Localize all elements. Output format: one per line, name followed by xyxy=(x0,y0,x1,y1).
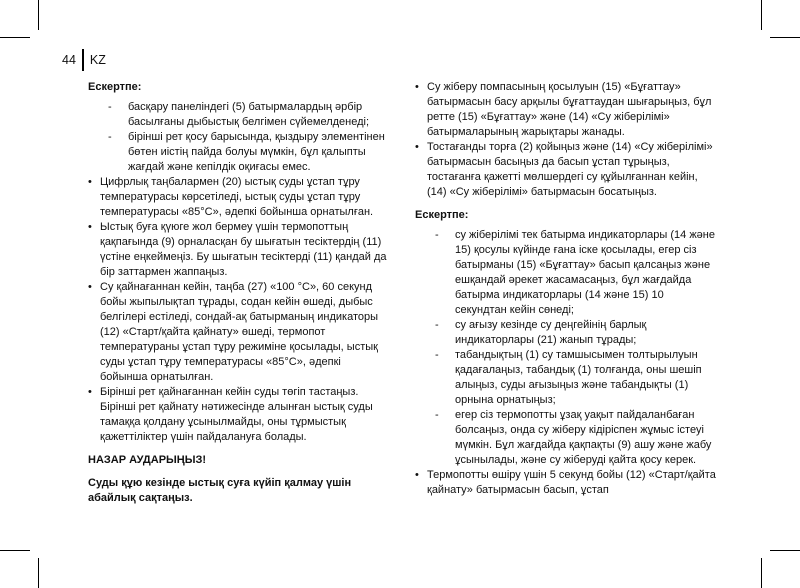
list-item: • Су жіберу помпасының қосылуын (15) «Бұғаттау» батырмасын басу арқылы бұғаттаудан шығарыңыз, бұл ретте (15) «Бұғаттау» және (14) «Су жіберілімі» батырмаларының жарықтары жанады. xyxy=(415,80,718,140)
crop-mark xyxy=(0,550,30,551)
bullet-list xyxy=(415,80,718,200)
left-column xyxy=(88,80,388,506)
list-item: • Тостағанды торға (2) қойыңыз және (14) «Су жіберілімі» батырмасын басыңыз да басып ұстап тұрыңыз, тостағанға қажетті мөлшердегі су құйылғаннан кейін, (14) «Су жіберілімі» батырмасын босатыңыз. xyxy=(415,140,718,200)
list-item: • Бірінші рет қайнағаннан кейін суды төгіп тастаңыз. Бірінші рет қайнату нәтижесінде алынған ыстық суды тамаққа қолдану ұсынылмайды, оны тұрмыстық қажеттіліктер үшін пайдалануға болады. xyxy=(88,385,388,445)
note-item: - су ағызу кезінде су деңгейінің барлық индикаторлары (21) жанып тұрады; xyxy=(415,318,718,348)
note-item: - табандықтың (1) су тамшысымен толтырылуын қадағалаңыз, табандық (1) толғанда, оны шешіп алыңыз, суды ағызыңыз және табандықты (1) орнына орнатыңыз; xyxy=(415,348,718,408)
crop-mark xyxy=(38,558,39,588)
crop-mark xyxy=(770,37,800,38)
note-heading: Ескертпе: xyxy=(88,81,142,93)
note-item: - су жіберілімі тек батырма индикаторлары (14 және 15) қосулы күйінде ғана іске қосылады, егер сіз батырманы (15) «Бұғаттау» басып қалсаңыз және ешқандай әрекет жасамасаңыз, бұл жағдайда батырма индикаторлары (14 және 15) 10 секундтан кейін сөнеді; xyxy=(415,228,718,318)
list-item: • Ыстық буға қүюге жол бермеу үшін термопоттың қақпағында (9) орналасқан бу шығатын тесіктердің (11) үстіне еңкеймеңіз. Бу шығатын тесіктерді (11) қандай да бір заттармен жаппаңыз. xyxy=(88,220,388,280)
note-item: - егер сіз термопотты ұзақ уақыт пайдаланбаған болсаңыз, онда су жіберу кідіріспен жұмыс істеуі мүмкін. Бұл жағдайда қақпақты (9) ашу және жабу ұсынылады, және су жіберуді қайта қосу керек. xyxy=(415,408,718,468)
crop-mark xyxy=(38,0,39,30)
list-item: • Термопотты өшіру үшін 5 секунд бойы (12) «Старт/қайта қайнату» батырмасын басып, ұстап xyxy=(415,468,718,498)
note-list xyxy=(415,228,718,468)
attention-text: Суды құю кезінде ыстық суға күйіп қалмау үшін абайлық сақтаңыз. xyxy=(88,477,352,504)
right-column xyxy=(415,80,718,498)
note-item: - бірінші рет қосу барысында, қыздыру элементінен бөтен иістің пайда болуы мүмкін, бұл қалыпты жағдай және кепілдік оқиғасы емес. xyxy=(88,130,388,175)
bullet-list xyxy=(415,468,718,498)
page-header xyxy=(62,49,106,71)
language-code: KZ xyxy=(89,53,106,67)
crop-mark xyxy=(761,558,762,588)
list-item: • Цифрлық таңбалармен (20) ыстық суды ұстап тұру температурасы көрсетіледі, ыстық суды ұстап тұру температурасы «85°С», әдепкі бойынша орнатылған. xyxy=(88,175,388,220)
list-item: • Су қайнағаннан кейін, таңба (27) «100 °С», 60 секунд бойы жыпылықтап тұрады, содан кейін өшеді, дыбыс белгілері естіледі, сондай-ақ батырманың индикаторы (12) «Старт/қайта қайнату» өшеді, термопот температураны ұстап тұру режиміне қосылады, ыстық суды ұстап тұру температурасы «85°С», әдепкі бойынша орнатылған. xyxy=(88,280,388,385)
attention-heading: НАЗАР АУДАРЫҢЫЗ! xyxy=(88,454,207,466)
crop-mark xyxy=(0,37,30,38)
crop-mark xyxy=(761,0,762,30)
note-list xyxy=(88,100,388,175)
note-item: - басқару панеліндегі (5) батырмалардың әрбір басылғаны дыбыстық белгімен сүйемелденеді; xyxy=(88,100,388,130)
page-number: 44 xyxy=(62,53,76,67)
bullet-list xyxy=(88,175,388,445)
crop-mark xyxy=(770,550,800,551)
note-heading: Ескертпе: xyxy=(415,209,469,221)
